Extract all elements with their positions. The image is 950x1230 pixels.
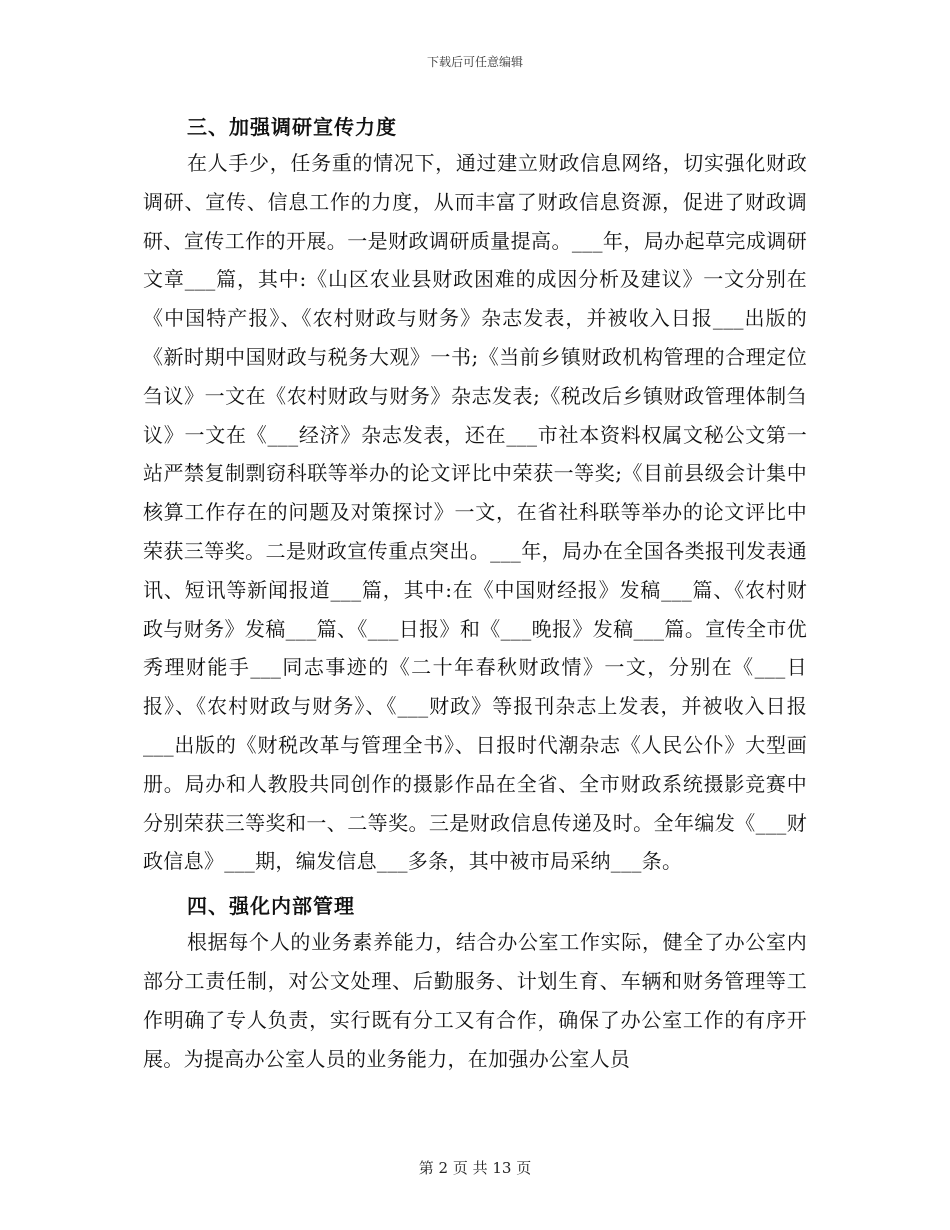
- page-header-note: 下载后可任意编辑: [426, 55, 523, 69]
- section-heading-internal-management: 四、强化内部管理: [187, 894, 355, 919]
- document-body: [143, 110, 807, 1078]
- section-gap: [143, 881, 807, 889]
- section-paragraph-research-publicity: 在人手少，任务重的情况下，通过建立财政信息网络，切实强化财政调研、宣传、信息工作的力度，从而丰富了财政信息资源，促进了财政调研、宣传工作的开展。一是财政调研质量提高。___年，局办起草完成调研文章___篇，其中:《山区农业县财政困难的成因分析及建议》一文分别在《中国特产报》、《农村财政与财务》杂志发表，并被收入日报___出版的《新时期中国财政与税务大观》一书;《当前乡镇财政机构管理的合理定位刍议》一文在《农村财政与财务》杂志发表;《税改后乡镇财政管理体制刍议》一文在《___经济》杂志发表，还在___市社本资料权属文秘公文第一站严禁复制剽窃科联等举办的论文评比中荣获一等奖;《目前县级会计集中核算工作存在的问题及对策探讨》一文，在省社科联等举办的论文评比中荣获三等奖。二是财政宣传重点突出。___年，局办在全国各类报刊发表通讯、短讯等新闻报道___篇，其中:在《中国财经报》发稿___篇、《农村财政与财务》发稿___篇、《___日报》和《___晚报》发稿___篇。宣传全市优秀理财能手___同志事迹的《二十年春秋财政情》一文，分别在《___日报》、《农村财政与财务》、《___财政》等报刊杂志上发表，并被收入日报___出版的《财税改革与管理全书》、日报时代潮杂志《人民公仆》大型画册。局办和人教股共同创作的摄影作品在全省、全市财政系统摄影竞赛中分别荣获三等奖和一、二等奖。三是财政信息传递及时。全年编发《___财政信息》___期，编发信息___多条，其中被市局采纳___条。: [143, 151, 807, 874]
- page-number-footer: 第 2 页 共 13 页: [418, 1159, 532, 1177]
- section-heading-research-publicity: 三、加强调研宣传力度: [187, 115, 397, 139]
- section-paragraph-internal-management: 根据每个人的业务素养能力，结合办公室工作实际，健全了办公室内部分工责任制，对公文处理、后勤服务、计划生育、车辆和财务管理等工作明确了专人负责，实行既有分工又有合作，确保了办公室工作的有序开展。为提高办公室人员的业务能力，在加强办公室人员: [143, 930, 807, 1071]
